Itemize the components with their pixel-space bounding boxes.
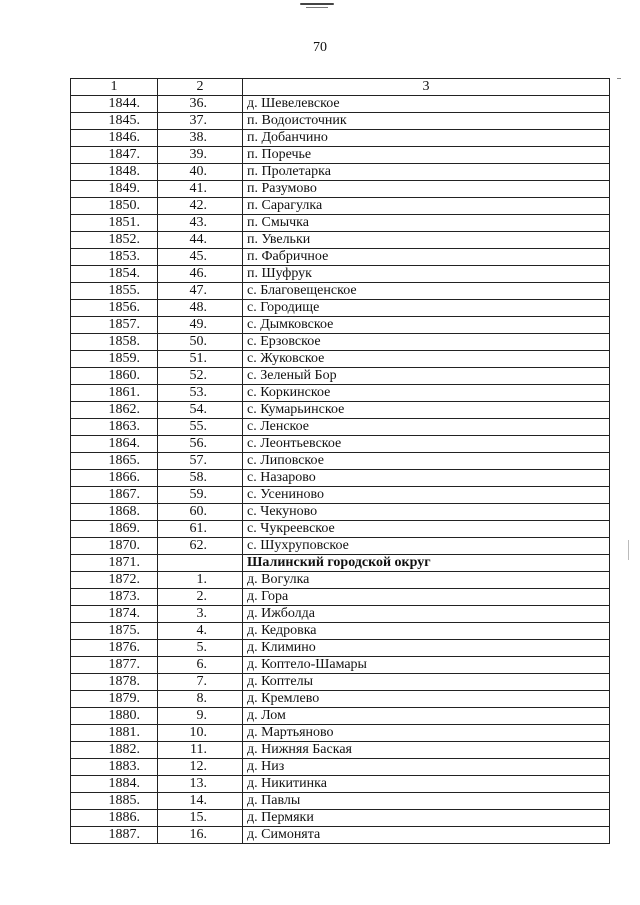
table-body: [71, 79, 610, 844]
settlement-name-cell: д. Пермяки: [243, 810, 610, 827]
local-number-cell: 37.: [158, 113, 243, 130]
row-number-cell: 1850.: [71, 198, 158, 215]
local-number-cell: 36.: [158, 96, 243, 113]
table-row: [71, 351, 610, 368]
settlement-name-cell: п. Фабричное: [243, 249, 610, 266]
settlement-name-cell: д. Лом: [243, 708, 610, 725]
row-number-cell: 1844.: [71, 96, 158, 113]
local-number-cell: 56.: [158, 436, 243, 453]
row-number-cell: 1886.: [71, 810, 158, 827]
settlement-name-cell: д. Кедровка: [243, 623, 610, 640]
row-number-cell: 1863.: [71, 419, 158, 436]
table-row: [71, 198, 610, 215]
row-number-cell: 1882.: [71, 742, 158, 759]
table-row: [71, 164, 610, 181]
row-number-cell: 1883.: [71, 759, 158, 776]
local-number-cell: 38.: [158, 130, 243, 147]
settlement-name-cell: п. Поречье: [243, 147, 610, 164]
column-header: 2: [158, 79, 243, 96]
table-row: [71, 96, 610, 113]
settlement-name-cell: д. Гора: [243, 589, 610, 606]
table-row: [71, 640, 610, 657]
settlement-name-cell: с. Ерзовское: [243, 334, 610, 351]
settlement-name-cell: д. Мартьяново: [243, 725, 610, 742]
settlement-name-cell: п. Шуфрук: [243, 266, 610, 283]
row-number-cell: 1856.: [71, 300, 158, 317]
settlement-name-cell: п. Добанчино: [243, 130, 610, 147]
table-row: [71, 623, 610, 640]
table-row: [71, 215, 610, 232]
table-row: [71, 419, 610, 436]
table-row: [71, 317, 610, 334]
table-row: [71, 147, 610, 164]
table-row: [71, 334, 610, 351]
row-number-cell: 1862.: [71, 402, 158, 419]
row-number-cell: 1868.: [71, 504, 158, 521]
local-number-cell: 1.: [158, 572, 243, 589]
settlement-name-cell: д. Никитинка: [243, 776, 610, 793]
local-number-cell: [158, 555, 243, 572]
settlement-name-cell: с. Кумарьинское: [243, 402, 610, 419]
table-row: [71, 759, 610, 776]
local-number-cell: 49.: [158, 317, 243, 334]
scan-mark: [306, 7, 328, 8]
scan-speck: [617, 78, 621, 79]
local-number-cell: 7.: [158, 674, 243, 691]
local-number-cell: 58.: [158, 470, 243, 487]
local-number-cell: 43.: [158, 215, 243, 232]
row-number-cell: 1853.: [71, 249, 158, 266]
row-number-cell: 1887.: [71, 827, 158, 844]
table-row: [71, 402, 610, 419]
settlement-name-cell: с. Шухруповское: [243, 538, 610, 555]
settlement-name-cell: с. Зеленый Бор: [243, 368, 610, 385]
row-number-cell: 1877.: [71, 657, 158, 674]
settlement-name-cell: с. Городище: [243, 300, 610, 317]
row-number-cell: 1865.: [71, 453, 158, 470]
row-number-cell: 1881.: [71, 725, 158, 742]
table-row: [71, 436, 610, 453]
settlement-name-cell: д. Коптело-Шамары: [243, 657, 610, 674]
table-row: [71, 589, 610, 606]
column-header: 3: [243, 79, 610, 96]
table-row: [71, 283, 610, 300]
local-number-cell: 42.: [158, 198, 243, 215]
settlements-table: [70, 78, 610, 844]
local-number-cell: 46.: [158, 266, 243, 283]
row-number-cell: 1859.: [71, 351, 158, 368]
settlement-name-cell: п. Пролетарка: [243, 164, 610, 181]
table-row: [71, 232, 610, 249]
row-number-cell: 1861.: [71, 385, 158, 402]
table-row: [71, 266, 610, 283]
settlement-name-cell: с. Чукреевское: [243, 521, 610, 538]
row-number-cell: 1870.: [71, 538, 158, 555]
table-row: [71, 776, 610, 793]
settlement-name-cell: с. Чекуново: [243, 504, 610, 521]
local-number-cell: 45.: [158, 249, 243, 266]
table-row: [71, 606, 610, 623]
settlement-name-cell: д. Симонята: [243, 827, 610, 844]
local-number-cell: 15.: [158, 810, 243, 827]
table-row: [71, 572, 610, 589]
settlement-name-cell: с. Дымковское: [243, 317, 610, 334]
local-number-cell: 44.: [158, 232, 243, 249]
row-number-cell: 1873.: [71, 589, 158, 606]
local-number-cell: 47.: [158, 283, 243, 300]
table-row: [71, 810, 610, 827]
row-number-cell: 1866.: [71, 470, 158, 487]
row-number-cell: 1860.: [71, 368, 158, 385]
table-row: [71, 827, 610, 844]
table-row: [71, 691, 610, 708]
scan-mark: [300, 3, 334, 5]
local-number-cell: 40.: [158, 164, 243, 181]
local-number-cell: 14.: [158, 793, 243, 810]
table-row: [71, 708, 610, 725]
settlement-name-cell: д. Нижняя Баская: [243, 742, 610, 759]
local-number-cell: 62.: [158, 538, 243, 555]
local-number-cell: 61.: [158, 521, 243, 538]
local-number-cell: 55.: [158, 419, 243, 436]
row-number-cell: 1857.: [71, 317, 158, 334]
local-number-cell: 10.: [158, 725, 243, 742]
local-number-cell: 54.: [158, 402, 243, 419]
column-header: 1: [71, 79, 158, 96]
settlement-name-cell: д. Ижболда: [243, 606, 610, 623]
settlement-name-cell: д. Кремлево: [243, 691, 610, 708]
table-section-row: [71, 555, 610, 572]
table-row: [71, 742, 610, 759]
local-number-cell: 9.: [158, 708, 243, 725]
settlement-name-cell: с. Ленское: [243, 419, 610, 436]
row-number-cell: 1872.: [71, 572, 158, 589]
table-row: [71, 130, 610, 147]
local-number-cell: 16.: [158, 827, 243, 844]
local-number-cell: 41.: [158, 181, 243, 198]
local-number-cell: 39.: [158, 147, 243, 164]
row-number-cell: 1849.: [71, 181, 158, 198]
row-number-cell: 1854.: [71, 266, 158, 283]
row-number-cell: 1855.: [71, 283, 158, 300]
local-number-cell: 4.: [158, 623, 243, 640]
local-number-cell: 48.: [158, 300, 243, 317]
local-number-cell: 5.: [158, 640, 243, 657]
row-number-cell: 1884.: [71, 776, 158, 793]
settlement-name-cell: с. Усениново: [243, 487, 610, 504]
settlement-name-cell: д. Вогулка: [243, 572, 610, 589]
settlement-name-cell: с. Леонтьевское: [243, 436, 610, 453]
settlement-name-cell: п. Водоисточник: [243, 113, 610, 130]
page-number: 70: [313, 40, 327, 55]
settlement-name-cell: д. Павлы: [243, 793, 610, 810]
table-row: [71, 113, 610, 130]
settlement-name-cell: п. Смычка: [243, 215, 610, 232]
row-number-cell: 1851.: [71, 215, 158, 232]
settlement-name-cell: д. Низ: [243, 759, 610, 776]
table-row: [71, 470, 610, 487]
row-number-cell: 1858.: [71, 334, 158, 351]
local-number-cell: 3.: [158, 606, 243, 623]
table-row: [71, 385, 610, 402]
settlement-name-cell: д. Коптелы: [243, 674, 610, 691]
row-number-cell: 1879.: [71, 691, 158, 708]
local-number-cell: 59.: [158, 487, 243, 504]
local-number-cell: 12.: [158, 759, 243, 776]
settlement-name-cell: с. Благовещенское: [243, 283, 610, 300]
row-number-cell: 1876.: [71, 640, 158, 657]
row-number-cell: 1864.: [71, 436, 158, 453]
table-row: [71, 487, 610, 504]
row-number-cell: 1867.: [71, 487, 158, 504]
table-row: [71, 657, 610, 674]
section-title-cell: Шалинский городской округ: [243, 555, 610, 572]
table-row: [71, 368, 610, 385]
table-row: [71, 725, 610, 742]
row-number-cell: 1869.: [71, 521, 158, 538]
settlement-name-cell: п. Разумово: [243, 181, 610, 198]
row-number-cell: 1871.: [71, 555, 158, 572]
local-number-cell: 6.: [158, 657, 243, 674]
local-number-cell: 51.: [158, 351, 243, 368]
row-number-cell: 1875.: [71, 623, 158, 640]
settlement-name-cell: с. Назарово: [243, 470, 610, 487]
settlement-name-cell: с. Коркинское: [243, 385, 610, 402]
local-number-cell: 8.: [158, 691, 243, 708]
table-row: [71, 674, 610, 691]
table-row: [71, 504, 610, 521]
row-number-cell: 1846.: [71, 130, 158, 147]
row-number-cell: 1845.: [71, 113, 158, 130]
settlement-name-cell: д. Шевелевское: [243, 96, 610, 113]
settlement-name-cell: с. Липовское: [243, 453, 610, 470]
row-number-cell: 1880.: [71, 708, 158, 725]
local-number-cell: 11.: [158, 742, 243, 759]
settlement-name-cell: п. Увельки: [243, 232, 610, 249]
table-row: [71, 538, 610, 555]
scan-speck: [628, 540, 629, 560]
table-header-row: [71, 79, 610, 96]
settlement-name-cell: с. Жуковское: [243, 351, 610, 368]
row-number-cell: 1874.: [71, 606, 158, 623]
local-number-cell: 50.: [158, 334, 243, 351]
local-number-cell: 57.: [158, 453, 243, 470]
settlement-name-cell: д. Климино: [243, 640, 610, 657]
table-row: [71, 453, 610, 470]
table-row: [71, 300, 610, 317]
settlement-name-cell: п. Сарагулка: [243, 198, 610, 215]
row-number-cell: 1852.: [71, 232, 158, 249]
table-row: [71, 793, 610, 810]
local-number-cell: 2.: [158, 589, 243, 606]
row-number-cell: 1848.: [71, 164, 158, 181]
table-row: [71, 181, 610, 198]
local-number-cell: 53.: [158, 385, 243, 402]
local-number-cell: 60.: [158, 504, 243, 521]
row-number-cell: 1885.: [71, 793, 158, 810]
table-row: [71, 249, 610, 266]
row-number-cell: 1878.: [71, 674, 158, 691]
table-row: [71, 521, 610, 538]
row-number-cell: 1847.: [71, 147, 158, 164]
local-number-cell: 13.: [158, 776, 243, 793]
local-number-cell: 52.: [158, 368, 243, 385]
